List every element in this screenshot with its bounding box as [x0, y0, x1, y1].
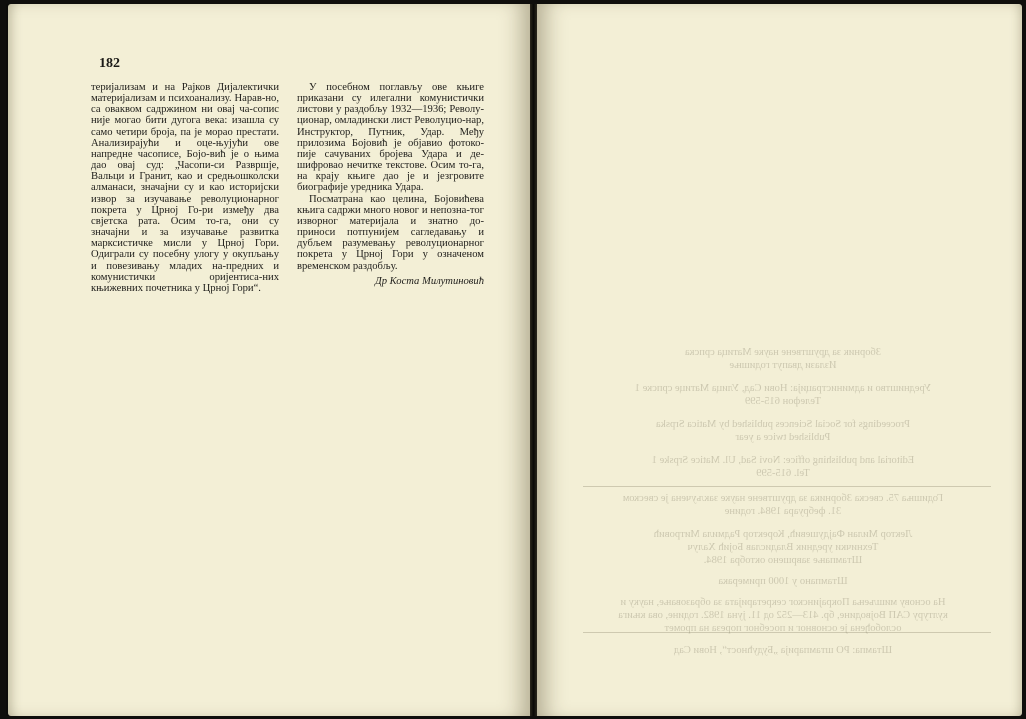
show-through-line: Proceedings for Social Sciences published by Matica Srpska	[656, 419, 910, 430]
show-through-line: ослобођена је основног и посебног пореза на промет	[664, 623, 902, 634]
column-right-paragraph-1: У посебном поглављу ове књиге приказани су илегални комунистички листови у раздобљу 1932—1936; Револу-ционар, омладински лист Револуцио-нар, Инструктор, Путник, Удар. Међу прилозима Бојовић је објавио фотоко-пије сачуваних бројева Удара и де-шифровао нечитке текстове. Осим то-га, на крају књиге дао је и језгровите биографије уредника Удара.	[297, 82, 484, 194]
show-through-line: културу САП Војводине, бр. 413—252 од 11. јуна 1982. године, ова књига	[618, 610, 948, 621]
show-through-block-3	[563, 644, 1003, 657]
show-through-block-2	[563, 492, 1003, 635]
book-gutter	[530, 4, 537, 716]
show-through-line: На основу мишљења Покрајинског секретаријата за образовање, науку и	[620, 597, 946, 608]
show-through-line: Зборник за друштвене науке Матица српска	[684, 347, 882, 358]
author-signature: Др Коста Милутиновић	[374, 275, 484, 287]
book-spread	[6, 4, 1022, 716]
show-through-rule	[583, 486, 991, 487]
show-through-rule	[583, 632, 991, 633]
show-through-line: Годишња 75. свеска Зборника за друштвене науке закључена је свеском	[622, 493, 944, 504]
show-through-line: Технички уредник Владислав Бојић Халуч	[687, 542, 879, 553]
show-through-line: Штампано у 1000 примерака	[718, 576, 848, 587]
show-through-line: Телефон 615-599	[745, 396, 821, 407]
show-through-block-1	[563, 346, 1003, 480]
show-through-line: Published twice a year	[735, 432, 831, 443]
column-right-paragraph-2: Посматрана као целина, Бојовићева књига садржи много новог и непозна-тог изворног материјала и знатно до-приноси потпунијем сагледавању и дубљем разумевању револуционарног покрета у Црној Гори у означеном временском раздобљу.	[297, 193, 484, 272]
column-left-paragraph: теријализам и на Рајков Дијалектички материјализам и психоанализу. Нарав-но, са оваквом садржином ни овај ча-сопис није могао бити дугога века: изашла су само четири броја, па је морао престати. Анализирајући и оце-њујући ове напредне часописе, Бојо-вић је о њима дао овај суд: „Часопи-си Развршје, Вальци и Гранит, као и средњошколски алманаси, значајни су и као историјски извор за изучавање револуционарног покрета у Црној Го-ри између два свјетска рата. Осим то-га, они су значајни и за изучавање развитка марксистичке мисли у Црној Гори. Одиграли су посебну улогу у окупљању и повезивању младих на-предних и комунистички оријентиса-них књижевних почетника у Црној Гори“.	[91, 82, 279, 294]
show-through-line: Штампање завршено октобра 1984.	[703, 555, 863, 566]
text-column-left	[91, 82, 279, 294]
show-through-line: Лектор Милан Фајдушевић, Коректор Радмила Митровић	[653, 529, 913, 540]
text-column-right	[297, 82, 484, 287]
page-number: 182	[99, 56, 120, 71]
show-through-line: 31. фебруара 1984. године	[724, 506, 842, 517]
show-through-line: Tel. 615-599	[756, 468, 810, 479]
show-through-line: Излази двапут годишње	[729, 360, 837, 371]
right-page	[537, 4, 1022, 716]
left-page	[8, 4, 530, 716]
show-through-line: Уредништво и администрација: Нови Сад, Улица Матице српске 1	[634, 383, 932, 394]
show-through-line: Editorial and publishing office: Novi Sad, Ul. Matice Srpske 1	[651, 455, 915, 466]
show-through-line: Штампа: РО штампарија „Будућност“, Нови Сад	[673, 645, 893, 656]
